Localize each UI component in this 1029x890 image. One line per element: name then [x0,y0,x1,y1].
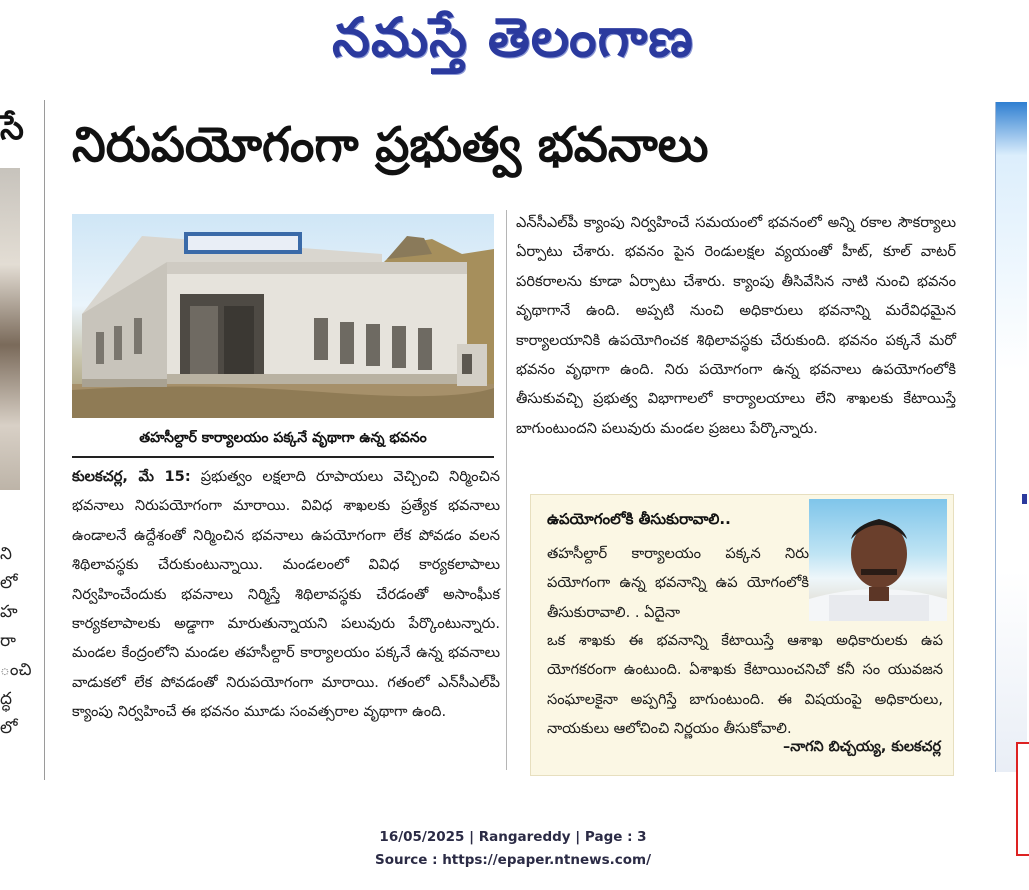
neighbor-text-line: ని [0,544,12,564]
article-paragraph-continued: ఎన్‌సీఎల్‌పీ క్యాంపు నిర్వహించే సమయంలో భవనంలో అన్ని రకాల సౌకర్యాలు ఏర్పాటు చేశారు. భవనం పైన రెండులక్షల వ్యయంతో హీట్, కూల్ వాటర్ పరికరాలను కూడా ఏర్పాటు చేశారు. క్యాంపు తీసివేసిన నాటి నుంచి భవనం వృథాగానే ఉంది. అప్పటి నుంచి అధికారులు భవనాన్ని మరేవిధమైన కార్యాలయానికి ఉపయోగించక శిథిలావస్థకు చేరుకుంది. భవనం పక్కనే మరో భవనం వృథాగా ఉంది. నిరు పయోగంగా ఉన్న భవనాలు ఉపయోగంలోకి తీసుకువచ్చి ప్రభుత్వ విభాగాలలో కార్యాలయాలు లేని శాఖలకు కేటాయిస్తే బాగుంటుందని పలువురు మండల ప్రజలు పేర్కొన్నారు. [516,214,956,437]
sidebox-text-top: తహసీల్దార్ కార్యాలయం పక్కన నిరు పయోగంగా ఉన్న భవనాన్ని ఉప యోగంలోకి తీసుకురావాలి. . ఏదైనా [547,545,809,621]
article-paragraph: ప్రభుత్వం లక్షలాది రూపాయలు వెచ్చించి నిర్మించిన భవనాలు నిరుపయోగంగా మారాయి. వివిధ శాఖలకు ప్రత్యేక భవనాలు ఉండాలనే ఉద్దేశంతో నిర్మించిన భవనాలు ఉపయోగంగా లేక పోవడం వలన శిథిలావస్థకు చేరుకుంటున్నాయి. మండలంలో వివిధ కార్యకలాపాలు నిర్వహించేందుకు భవనాలు నిర్మిస్తే శిథిలావస్థకు చేరడంతో అసాంఘీక కార్యకలాపాలకు అడ్డాగా మారుతున్నాయని పలువురు పేర్కొంటున్నారు. మండల కేంద్రంలోని మండల తహసీల్దార్ కార్యాలయం పక్కనే ఉన్న భవనాలు వాడుకలో లేక పోవడంతో నిరుపయోగంగా మారాయి. గతంలో ఎన్‌సీఎల్‌పీ క్యాంపు నిర్వహించే ఈ భవనం మూడు సంవత్సరాల వృథాగా ఉంది. [72,468,501,721]
person-illustration [809,499,947,621]
article-headline: నిరుపయోగంగా ప్రభుత్వ భవనాలు [72,117,709,173]
article-body-right [516,208,956,443]
neighbor-text-line: లో [0,718,18,738]
footer-source-link[interactable]: Source : https://epaper.ntnews.com/ [374,852,652,868]
photo-caption: తహసీల్దార్ కార్యాలయం పక్కనే వృథాగా ఉన్న భవనం [139,430,427,446]
article-dateline: కులకచర్ల, మే 15: [72,468,191,485]
sidebox-text-bottom: ఒక శాఖకు ఈ భవనాన్ని కేటాయిస్తే ఆశాఖ అధికారులకు ఉప యోగకరంగా ఉంటుంది. ఏశాఖకు కేటాయించనిచో కనీ సం యువజన సంఘాలకైనా అప్పగిస్తే బాగుంటుంది. ఈ విషయంపై అధికారులు, నాయకులు ఆలోచించి నిర్ణయం తీసుకోవాలి. [547,632,943,738]
article-body-left [72,462,500,727]
neighbor-text-line: ంచి [0,660,32,680]
sidebox-signature: –నాగని బిచ్చయ్య, కులకచర్ల [783,739,941,755]
footer-edition-info: 16/05/2025 | Rangareddy | Page : 3 [379,829,647,845]
neighbor-text-line: రా [0,631,16,651]
column-divider [44,100,45,780]
ad-mark [1022,494,1027,504]
column-divider-middle [506,210,507,770]
neighbor-photo-fragment [0,168,20,490]
photo-caption-box [72,420,494,458]
sidebox-title: ఉపయోగంలోకి తీసుకురావాలి.. [547,510,731,528]
neighbor-text-line: లో [0,573,18,593]
article-photo [72,214,494,418]
neighbor-text-fragment [0,540,32,740]
neighbor-text-line: ద్ధ [0,689,13,709]
building-illustration [72,214,494,418]
page-footer [0,826,1026,872]
person-photo [809,499,947,621]
masthead-logo: నమస్తే తెలంగాణ [332,6,694,69]
neighbor-text-line: హ [0,602,18,622]
neighbor-headline-fragment: సే [0,108,24,148]
sidebar-quote-box [530,494,954,776]
neighbor-ad-fragment [995,102,1027,772]
